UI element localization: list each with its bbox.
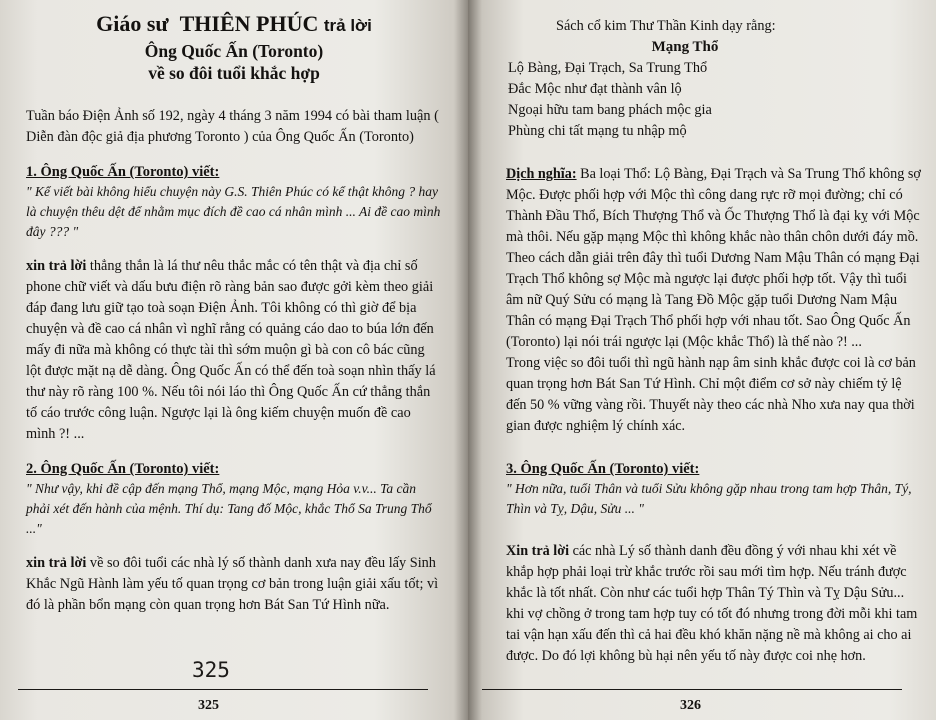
footer-rule-right [482,689,902,690]
meaning-label: Dịch nghĩa: [506,166,577,182]
footer-rule [18,689,428,690]
explain-paragraph-1: Theo cách dẫn giải trên đây thì tuổi Dương Nam Mậu Thân có mạng Đại Trạch Thổ không sợ Mộc mà ngược lại được phối hợp tốt. Vậy thì tuổi âm nữ Quý Sửu có mạng là Tang Đồ Mộc gặp tuổi Dương Nam Mậu Thân có mạng Đại Trạch Thổ phối hợp với nhau tốt. Sao Ông Quốc Ấn (Toronto) lại nói trái ngược lại (Mộc khắc Thổ) là thế nào ?! ... [506,250,920,350]
a1-paragraph [26,256,442,445]
a1-text: thẳng thắn là lá thư nêu thắc mắc có tên thật và địa chỉ số phone chữ viết và dấu bưu điện rõ ràng bản sao được gởi kèm theo giải đáp đang lưu giữ tạo toà soạn Điện Ảnh. Tôi không có thì giờ để bịa chuyện và đề cao cá nhân vì nghĩ rằng có quảng cáo dao to búa lớn đến mấy đi nữa mà không có thực tài thì sớm muộn gì bà con cô bác cũng lột được mặt nạ dễ dàng. Ông Quốc Ấn có thể đến toà soạn nhìn thấy lá thư này rõ ràng 100 %. Nếu tôi nói láo thì Ông Quốc Ấn cứ thẳng thắn tố cáo trước công luận. Ngược lại là ông kiếm chuyện muốn đề cao mình ?! ... [26,258,436,442]
title-name: THIÊN PHÚC [179,11,319,36]
right-page [468,0,936,720]
page-title [26,10,442,40]
subtitle-1: Ông Quốc Ấn (Toronto) [144,41,324,61]
poem-title: Mạng Thổ [651,39,719,55]
q1-quote: " Kể viết bài không hiểu chuyện này G.S. Thiên Phúc có kể thật không ? hay là chuyện thêu dệt để nhằm mục đích đề cao cá nhân mình ... Ai đề cao mình đây ??? " [26,184,441,239]
poem-line-2: Đắc Mộc như đạt thành vân lộ [508,81,682,97]
meaning-text: Ba loại Thổ: Lộ Bàng, Đại Trạch và Sa Trung Thổ không sợ Mộc. Được phối hợp với Mộc thì công dang rực rỡ mọi đường; chỉ có Thành Đầu Thổ, Bích Thượng Thổ và Ốc Thượng Thổ là đại kỵ với Mộc mà thôi. Nếu gặp mạng Mộc thì không khắc nào thân chôn dưới đáy mồ. [506,166,921,245]
a1-lead: xin trả lời [26,258,87,274]
meaning-paragraph [506,164,924,248]
page-number-left: 325 [198,698,219,713]
page-number-right: 326 [680,698,701,713]
q3-quote: " Hơn nữa, tuổi Thân và tuổi Sửu không gặp nhau trong tam hợp Thân, Tý, Thìn và Tỵ, Dậu, Sửu ... " [506,481,912,516]
q1-heading [26,162,442,182]
q2-heading [26,459,442,479]
subtitle-2: về so đôi tuổi khắc hợp [148,63,320,83]
intro-paragraph: Tuần báo Điện Ảnh số 192, ngày 4 tháng 3 năm 1994 có bài tham luận ( Diễn đàn độc giả địa phương Toronto ) của Ông Quốc Ấn (Toronto) [26,108,439,145]
a3-text: các nhà Lý số thành danh đều đồng ý với nhau khi xét về khắp hợp phải loại trừ khắc trước rồi sau mới tìm hợp. Nếu tránh được khắc là tốt nhất. Còn như các tuổi hợp Thân Tý Thìn và Tỵ Dậu Sửu... khi vợ chồng ở trong tam hợp tuy có tốt đó nhưng trong đời mỗi khi tam tai vận hạn xấu đến thì cả hai đều khó khăn nặng nề mà không ai cho ai được. Do đó lợi không bù hại nên yếu tố này được coi nhẹ hơn. [506,543,918,664]
poem-block [506,16,924,142]
a3-lead: Xin trả lời [506,543,570,559]
q3-heading-text: 3. Ông Quốc Ấn (Toronto) viết: [506,461,700,477]
poem-intro: Sách cổ kim Thư Thần Kinh dạy rằng: [556,18,776,34]
q3-heading [506,459,924,479]
q1-heading-text: 1. Ông Quốc Ấn (Toronto) viết: [26,164,220,180]
poem-line-1: Lộ Bàng, Đại Trạch, Sa Trung Thổ [508,60,708,76]
title-suffix: trả lời [323,16,372,35]
q2-quote: " Như vậy, khi đề cập đến mạng Thổ, mạng Mộc, mạng Hỏa v.v... Ta cần phải xét đến hành của mệnh. Thí dụ: Tang đố Mộc, khắc Thổ Sa Trung Thổ ..." [26,481,432,536]
title-prefix: Giáo sư [96,11,169,36]
explain-paragraph-2: Trong việc so đôi tuổi thì ngũ hành nạp âm sinh khắc được coi là cơ bản quan trọng hơn Bát San Tứ Hình. Chỉ một điểm cơ sở này chiếm tỷ lệ đến 50 % vững vàng rồi. Thuyết này theo các nhà Nho xưa nay qua thời gian được nghiệm lý chính xác. [506,355,916,434]
poem-line-4: Phùng chi tất mạng tu nhập mộ [508,123,687,139]
poem-line-3: Ngoại hữu tam bang phách mộc gia [508,102,712,118]
a3-paragraph [506,541,924,667]
a2-lead: xin trả lời [26,555,87,571]
a2-text: về so đôi tuổi các nhà lý số thành danh xưa nay đều lấy Sinh Khắc Ngũ Hành làm yếu tố quan trọng cơ bản trong luận giải xấu tốt; vì đó là phần bổn mạng còn quan trọng hơn Bát San Tứ Hình nữa. [26,555,439,613]
a2-paragraph [26,553,442,616]
q2-heading-text: 2. Ông Quốc Ấn (Toronto) viết: [26,461,220,477]
handwritten-page-number: 325 [192,658,230,682]
